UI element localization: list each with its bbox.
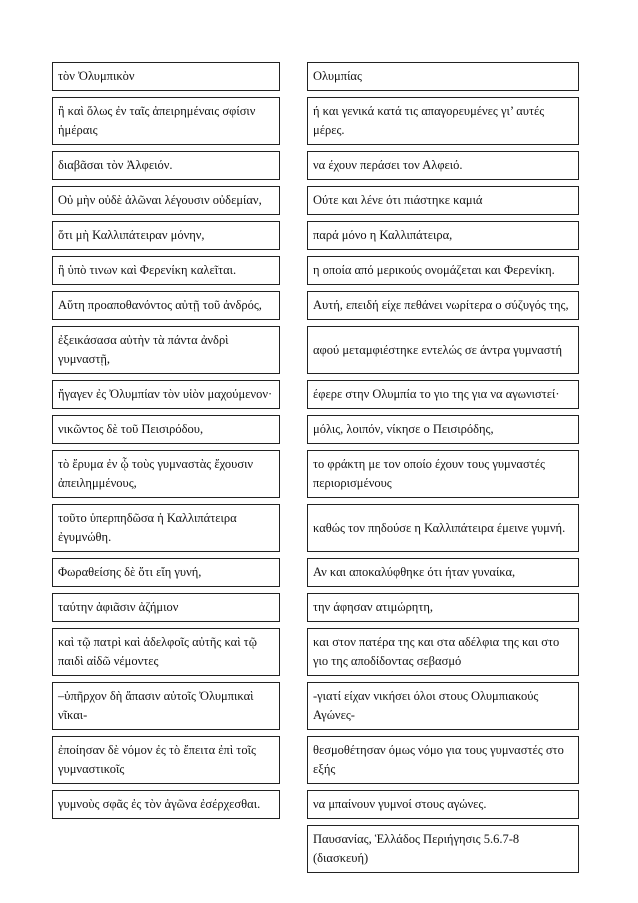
- modern-greek-cell: [307, 504, 579, 552]
- modern-greek-cell: [307, 593, 579, 622]
- source-citation: [307, 825, 579, 873]
- ancient-greek-cell: [52, 97, 280, 145]
- ancient-text: ὅτι μὴ Καλλιπάτειραν μόνην,: [58, 228, 205, 242]
- modern-text: ή και γενικά κατά τις απαγορευμένες γι’ αυτές μέρες.: [313, 104, 545, 137]
- ancient-text: ἐξεικάσασα αὑτὴν τὰ πάντα ἀνδρὶ γυμναστῇ,: [58, 333, 229, 366]
- translation-table: [52, 62, 579, 879]
- modern-greek-cell: [307, 186, 579, 215]
- ancient-text: διαβᾶσαι τὸν Ἀλφειόν.: [58, 158, 173, 172]
- source-row: [52, 825, 579, 873]
- modern-greek-cell: [307, 326, 579, 374]
- modern-text: Αν και αποκαλύφθηκε ότι ήταν γυναίκα,: [313, 565, 516, 579]
- ancient-greek-cell: [52, 682, 280, 730]
- ancient-greek-cell: [52, 628, 280, 676]
- ancient-greek-cell: [52, 221, 280, 250]
- modern-text: παρά μόνο η Καλλιπάτειρα,: [313, 228, 453, 242]
- modern-text: να έχουν περάσει τον Αλφειό.: [313, 158, 463, 172]
- ancient-greek-cell: [52, 593, 280, 622]
- table-row: [52, 326, 579, 374]
- table-row: [52, 790, 579, 819]
- ancient-text: ἢ καὶ ὅλως ἐν ταῖς ἀπειρημέναις σφίσιν ἡμέραις: [58, 104, 256, 137]
- ancient-text: τὸ ἔρυμα ἐν ᾧ τοὺς γυμναστὰς ἔχουσιν ἀπειλημμένους,: [58, 457, 254, 490]
- modern-greek-cell: [307, 558, 579, 587]
- modern-greek-cell: [307, 97, 579, 145]
- ancient-greek-cell: [52, 291, 280, 320]
- modern-text: η οποία από μερικούς ονομάζεται και Φερενίκη.: [313, 263, 555, 277]
- ancient-greek-cell: [52, 326, 280, 374]
- modern-greek-cell: [307, 790, 579, 819]
- modern-greek-cell: [307, 380, 579, 409]
- modern-greek-cell: [307, 628, 579, 676]
- table-row: [52, 221, 579, 250]
- modern-text: Ολυμπίας: [313, 69, 362, 83]
- table-row: [52, 558, 579, 587]
- table-row: [52, 736, 579, 784]
- table-row: [52, 62, 579, 91]
- table-row: [52, 415, 579, 444]
- translation-rows: [52, 62, 579, 819]
- table-row: [52, 504, 579, 552]
- ancient-greek-cell: [52, 415, 280, 444]
- source-text: Παυσανίας, Ἑλλάδος Περιήγησις 5.6.7-8 (διασκευή): [313, 832, 520, 865]
- table-row: [52, 186, 579, 215]
- modern-text: το φράκτη με τον οποίο έχουν τους γυμναστές περιορισμένους: [313, 457, 545, 490]
- modern-greek-cell: [307, 736, 579, 784]
- table-row: [52, 97, 579, 145]
- source-spacer: [52, 825, 280, 873]
- ancient-greek-cell: [52, 558, 280, 587]
- ancient-text: τὸν Ὀλυμπικὸν: [58, 69, 135, 83]
- table-row: [52, 151, 579, 180]
- ancient-text: τοῦτο ὑπερπηδῶσα ἡ Καλλιπάτειρα ἐγυμνώθη.: [58, 511, 237, 544]
- ancient-text: ταύτην ἀφιᾶσιν ἀζήμιον: [58, 600, 179, 614]
- modern-text: και στον πατέρα της και στα αδέλφια της και στο γιο της αποδίδοντας σεβασμό: [313, 635, 560, 668]
- ancient-text: ἣ ὑπὸ τινων καὶ Φερενίκη καλεῖται.: [58, 263, 237, 277]
- ancient-greek-cell: [52, 504, 280, 552]
- table-row: [52, 256, 579, 285]
- modern-text: έφερε στην Ολυμπία το γιο της για να αγωνιστεί·: [313, 387, 560, 401]
- ancient-greek-cell: [52, 62, 280, 91]
- ancient-greek-cell: [52, 256, 280, 285]
- modern-text: καθώς τον πηδούσε η Καλλιπάτειρα έμεινε γυμνή.: [313, 520, 566, 535]
- modern-greek-cell: [307, 256, 579, 285]
- ancient-text: καὶ τῷ πατρὶ καὶ ἀδελφοῖς αὐτῆς καὶ τῷ παιδὶ αἰδῶ νέμοντες: [58, 635, 257, 668]
- ancient-greek-cell: [52, 736, 280, 784]
- table-row: [52, 291, 579, 320]
- ancient-text: Φωραθείσης δὲ ὅτι εἴη γυνή,: [58, 565, 202, 579]
- modern-text: Αυτή, επειδή είχε πεθάνει νωρίτερα ο σύζυγός της,: [313, 298, 569, 312]
- ancient-text: ἤγαγεν ἐς Ὀλυμπίαν τὸν υἱὸν μαχούμενον·: [58, 387, 273, 401]
- table-row: [52, 593, 579, 622]
- table-row: [52, 628, 579, 676]
- modern-text: -γιατί είχαν νικήσει όλοι στους Ολυμπιακούς Αγώνες-: [313, 689, 539, 722]
- modern-greek-cell: [307, 221, 579, 250]
- ancient-text: Αὕτη προαποθανόντος αὐτῇ τοῦ ἀνδρός,: [58, 298, 262, 312]
- table-row: [52, 450, 579, 498]
- ancient-text: γυμνοὺς σφᾶς ἐς τὸν ἀγῶνα ἐσέρχεσθαι.: [58, 797, 261, 811]
- modern-greek-cell: [307, 682, 579, 730]
- modern-text: μόλις, λοιπόν, νίκησε ο Πεισιρόδης,: [313, 422, 494, 436]
- modern-greek-cell: [307, 415, 579, 444]
- ancient-greek-cell: [52, 450, 280, 498]
- ancient-greek-cell: [52, 380, 280, 409]
- modern-greek-cell: [307, 291, 579, 320]
- ancient-greek-cell: [52, 186, 280, 215]
- ancient-text: –ὑπῆρχον δὴ ἅπασιν αὐτοῖς Ὀλυμπικαὶ νῖκαι-: [58, 689, 254, 722]
- modern-greek-cell: [307, 151, 579, 180]
- ancient-text: Οὐ μὴν οὐδὲ ἁλῶναι λέγουσιν οὐδεμίαν,: [58, 193, 262, 207]
- modern-text: την άφησαν ατιμώρητη,: [313, 600, 434, 614]
- modern-greek-cell: [307, 450, 579, 498]
- ancient-greek-cell: [52, 151, 280, 180]
- modern-text: αφού μεταμφιέστηκε εντελώς σε άντρα γυμναστή: [313, 342, 563, 357]
- ancient-text: ἐποίησαν δὲ νόμον ἐς τὸ ἔπειτα ἐπὶ τοῖς γυμναστικοῖς: [58, 743, 256, 776]
- table-row: [52, 380, 579, 409]
- ancient-text: νικῶντος δὲ τοῦ Πεισιρόδου,: [58, 422, 204, 436]
- modern-text: να μπαίνουν γυμνοί στους αγώνες.: [313, 797, 487, 811]
- modern-text: θεσμοθέτησαν όμως νόμο για τους γυμναστές στο εξής: [313, 743, 564, 776]
- ancient-greek-cell: [52, 790, 280, 819]
- modern-greek-cell: [307, 62, 579, 91]
- modern-text: Ούτε και λένε ότι πιάστηκε καμιά: [313, 193, 483, 207]
- table-row: [52, 682, 579, 730]
